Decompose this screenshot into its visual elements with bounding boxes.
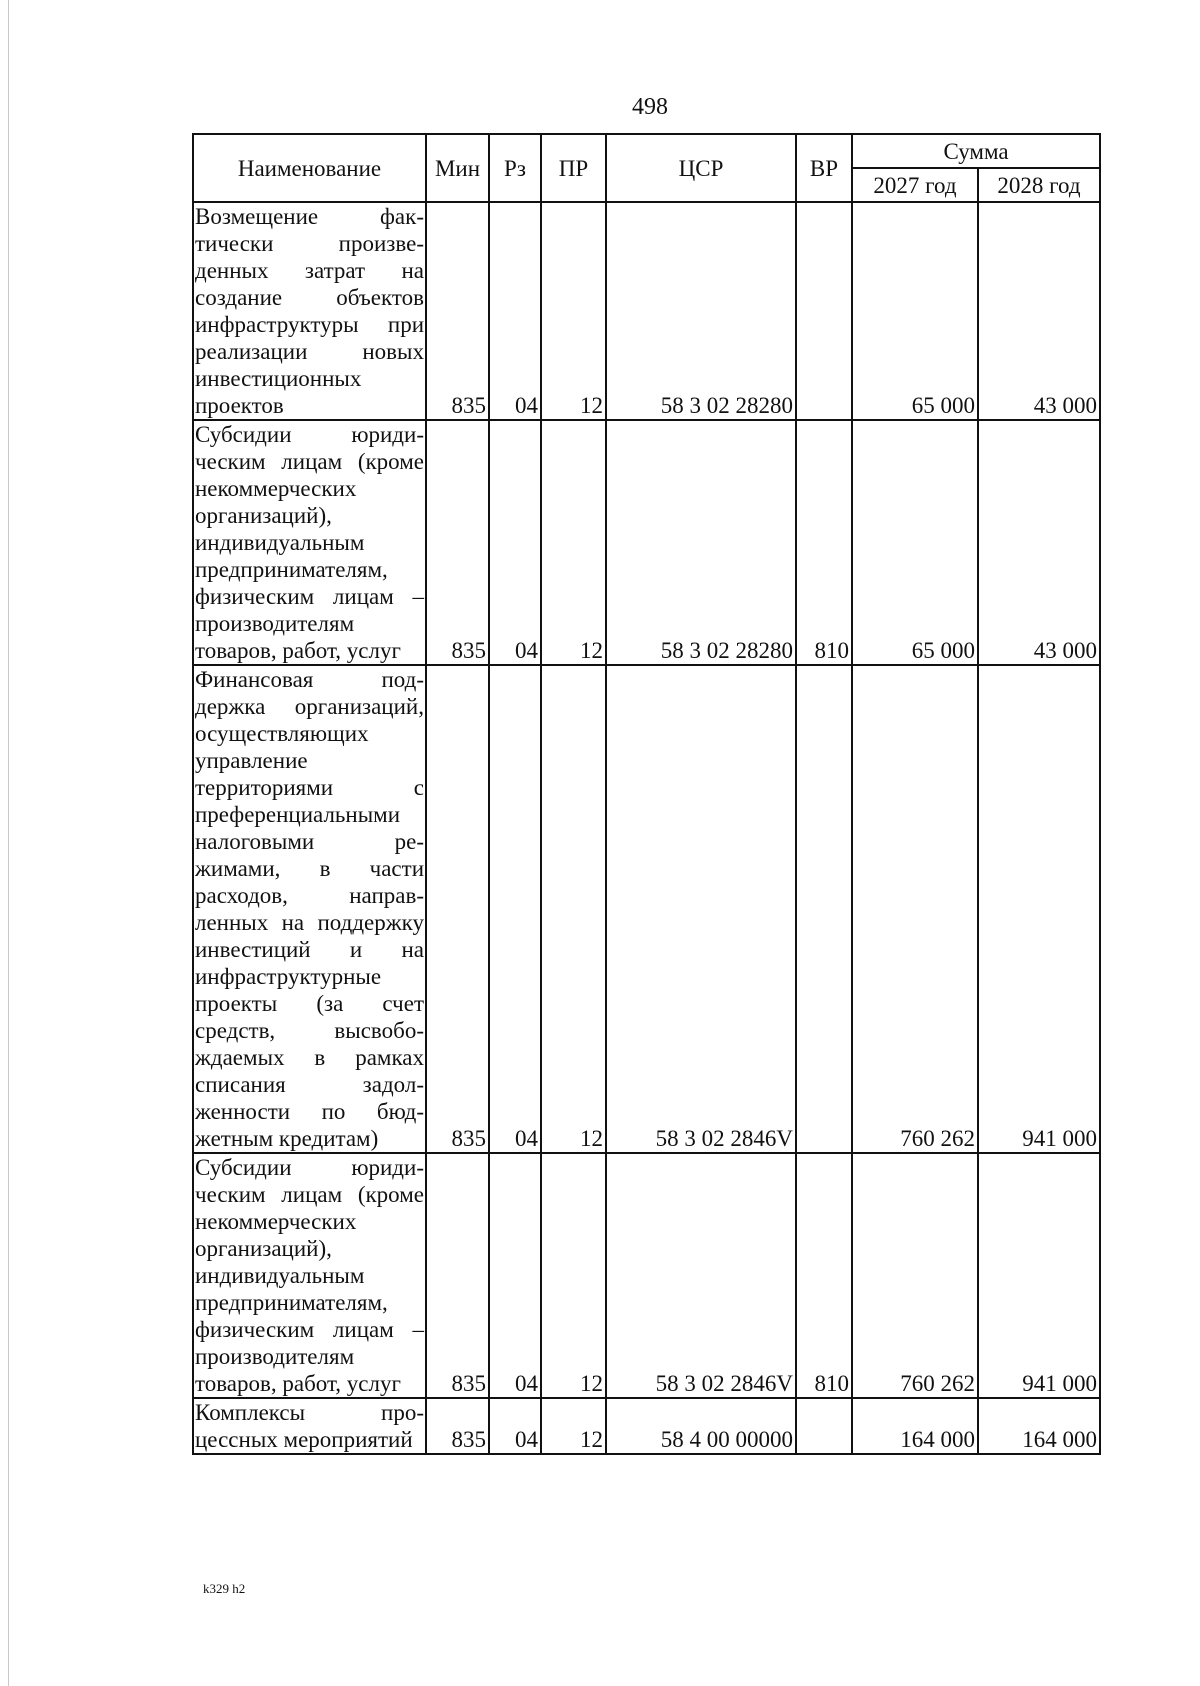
row-vr: 810 [796, 420, 852, 665]
row-csr: 58 3 02 28280 [606, 420, 796, 665]
row-csr: 58 3 02 28280 [606, 202, 796, 420]
row-name: Субсидии юридическим лицам (кроме некоммерческих организаций), индивидуальным предпринимателям, физическим лицам – производителям товаров, работ, услуг [195, 422, 424, 663]
row-rz: 04 [489, 1153, 541, 1398]
row-vr [796, 665, 852, 1153]
header-pr: ПР [541, 134, 606, 202]
row-pr: 12 [541, 665, 606, 1153]
row-vr [796, 202, 852, 420]
header-year-2027: 2027 год [852, 168, 978, 202]
row-sum-2028: 941 000 [978, 665, 1100, 1153]
row-sum-2027: 65 000 [852, 202, 978, 420]
budget-table [192, 133, 1101, 1455]
row-sum-2027: 760 262 [852, 665, 978, 1153]
header-name: Наименование [193, 134, 426, 202]
row-pr: 12 [541, 420, 606, 665]
footer-code: k329 h2 [203, 1581, 246, 1596]
row-pr: 12 [541, 202, 606, 420]
row-pr: 12 [541, 1153, 606, 1398]
row-sum-2027: 164 000 [852, 1398, 978, 1454]
row-min: 835 [426, 420, 489, 665]
row-min: 835 [426, 665, 489, 1153]
row-pr: 12 [541, 1398, 606, 1454]
page-number: 498 [632, 94, 668, 120]
row-csr: 58 4 00 00000 [606, 1398, 796, 1454]
table-row [193, 202, 1100, 420]
table-row [193, 665, 1100, 1153]
row-min: 835 [426, 1153, 489, 1398]
table-row [193, 1398, 1100, 1454]
row-sum-2027: 760 262 [852, 1153, 978, 1398]
row-rz: 04 [489, 202, 541, 420]
row-csr: 58 3 02 2846V [606, 665, 796, 1153]
row-name: Субсидии юридическим лицам (кроме некоммерческих организаций), индивидуальным предпринимателям, физическим лицам – производителям товаров, работ, услуг [195, 1155, 424, 1396]
header-year-2028: 2028 год [978, 168, 1100, 202]
row-csr: 58 3 02 2846V [606, 1153, 796, 1398]
row-name: Комплексы процессных мероприятий [195, 1400, 424, 1452]
table-row [193, 420, 1100, 665]
header-csr: ЦСР [606, 134, 796, 202]
header-sum: Сумма [852, 134, 1100, 168]
header-vr: ВР [796, 134, 852, 202]
row-vr: 810 [796, 1153, 852, 1398]
row-sum-2028: 941 000 [978, 1153, 1100, 1398]
row-vr [796, 1398, 852, 1454]
table-header [193, 134, 1100, 202]
row-min: 835 [426, 1398, 489, 1454]
row-rz: 04 [489, 1398, 541, 1454]
header-rz: Рз [489, 134, 541, 202]
row-rz: 04 [489, 420, 541, 665]
header-min: Мин [426, 134, 489, 202]
row-name: Возмещение фактически произведенных затрат на создание объектов инфраструктуры при реализации новых инвестиционных проектов [195, 204, 424, 418]
table-row [193, 1153, 1100, 1398]
row-sum-2028: 43 000 [978, 420, 1100, 665]
row-sum-2028: 164 000 [978, 1398, 1100, 1454]
row-rz: 04 [489, 665, 541, 1153]
scan-edge-line [8, 0, 9, 1686]
row-sum-2028: 43 000 [978, 202, 1100, 420]
row-name: Финансовая поддержка организаций, осуществляющих управление территориями с преференциальными налоговыми режимами, в части расходов, направленных на поддержку инвестиций и на инфраструктурные проекты (за счет средств, высвобождаемых в рамках списания задолженности по бюджетным кредитам) [195, 667, 424, 1151]
row-min: 835 [426, 202, 489, 420]
row-sum-2027: 65 000 [852, 420, 978, 665]
